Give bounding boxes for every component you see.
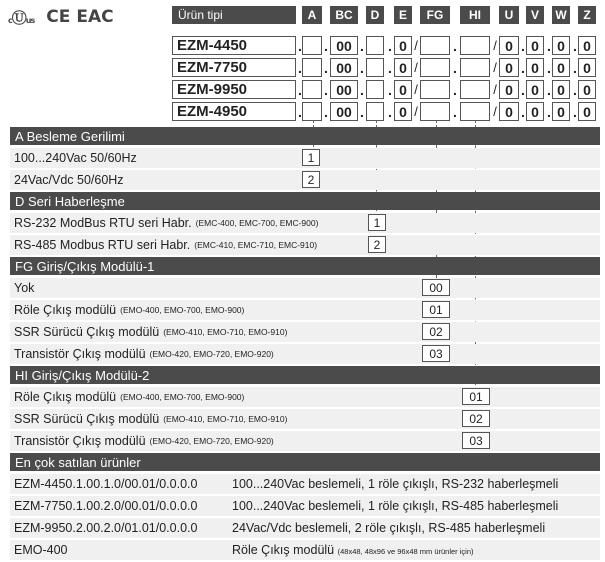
table-row: EZM-7750.1.00.2.0/00.01/0.0.0.0 xyxy=(10,496,600,516)
ce-mark-icon: CE xyxy=(46,7,71,27)
list-item: Röle Çıkış modülü (EMO-400, EMO-700, EMO-900) xyxy=(10,300,600,320)
option-code: 2 xyxy=(302,171,320,188)
cell-u: 0 xyxy=(499,36,519,55)
cell-bc: 00 xyxy=(330,58,358,77)
list-item: SSR Sürücü Çıkış modülü (EMO-410, EMO-710, EMO-910) xyxy=(10,409,600,429)
cell-d xyxy=(366,80,384,99)
separator-dot: . xyxy=(573,38,577,54)
product-type-header: Ürün tipi xyxy=(172,6,296,24)
separator-dot: . xyxy=(360,104,364,120)
list-item: RS-232 ModBus RTU seri Habr. (EMC-400, EMC-700, EMC-900) xyxy=(10,213,600,233)
list-item: Transistör Çıkış modülü (EMO-420, EMO-720, EMO-920) xyxy=(10,431,600,451)
cell-e: 0 xyxy=(394,102,412,121)
separator-dot: . xyxy=(547,38,551,54)
separator-dot: . xyxy=(298,38,302,54)
separator-dot: . xyxy=(388,82,392,98)
list-item: RS-485 Modbus RTU seri Habr. (EMC-410, EMC-710, EMC-910) xyxy=(10,235,600,255)
option-code: 2 xyxy=(368,236,386,253)
list-item: 100...240Vac 50/60Hz xyxy=(10,148,600,168)
cell-z: 0 xyxy=(578,80,596,99)
separator-dot: . xyxy=(324,38,328,54)
separator-dot: . xyxy=(388,38,392,54)
cell-d xyxy=(366,102,384,121)
separator-dot: . xyxy=(453,38,457,54)
separator-dot: . xyxy=(521,38,525,54)
cell-a xyxy=(302,102,322,121)
separator-dot: . xyxy=(388,104,392,120)
col-header-hi: HI xyxy=(460,6,490,24)
list-item: SSR Sürücü Çıkış modülü (EMO-410, EMO-710, EMO-910) xyxy=(10,322,600,342)
col-header-u: U xyxy=(499,6,519,24)
cell-z: 0 xyxy=(578,36,596,55)
col-header-z: Z xyxy=(578,6,596,24)
model-name: EZM-4450 xyxy=(172,36,296,55)
separator-slash: / xyxy=(414,104,418,119)
section-header-hi: HI Giriş/Çıkış Modülü-2 xyxy=(10,366,600,384)
table-row-desc: Röle Çıkış modülü (48x48, 48x96 ve 96x48 mm ürünler için) xyxy=(232,543,474,557)
option-code: 02 xyxy=(462,410,490,427)
option-code: 03 xyxy=(422,345,450,362)
table-row: EZM-4450.1.00.1.0/00.01/0.0.0.0 xyxy=(10,474,600,494)
cell-e: 0 xyxy=(394,80,412,99)
col-header-v: V xyxy=(526,6,544,24)
cell-z: 0 xyxy=(578,58,596,77)
separator-dot: . xyxy=(298,60,302,76)
cell-w: 0 xyxy=(552,80,570,99)
separator-slash: / xyxy=(493,60,497,75)
option-code: 01 xyxy=(462,388,490,405)
section-header-d: D Seri Haberleşme xyxy=(10,192,600,210)
cell-d xyxy=(366,58,384,77)
separator-slash: / xyxy=(414,82,418,97)
cell-v: 0 xyxy=(526,58,544,77)
table-row-desc: 100...240Vac beslemeli, 1 röle çıkışlı, RS-485 haberleşmeli xyxy=(232,499,559,513)
cell-a xyxy=(302,36,322,55)
separator-dot: . xyxy=(453,104,457,120)
separator-dot: . xyxy=(298,82,302,98)
col-header-a: A xyxy=(302,6,322,24)
list-item: Röle Çıkış modülü (EMO-400, EMO-700, EMO-900) xyxy=(10,387,600,407)
cell-bc: 00 xyxy=(330,36,358,55)
cell-w: 0 xyxy=(552,102,570,121)
option-code: 1 xyxy=(302,149,320,166)
separator-dot: . xyxy=(521,82,525,98)
option-code: 1 xyxy=(368,214,386,231)
cell-u: 0 xyxy=(499,80,519,99)
list-item: Yok xyxy=(10,278,600,298)
separator-dot: . xyxy=(360,38,364,54)
cell-bc: 00 xyxy=(330,80,358,99)
option-code: 01 xyxy=(422,301,450,318)
cell-w: 0 xyxy=(552,36,570,55)
separator-slash: / xyxy=(414,60,418,75)
separator-dot: . xyxy=(324,82,328,98)
cell-u: 0 xyxy=(499,58,519,77)
list-item: Transistör Çıkış modülü (EMO-420, EMO-720, EMO-920) xyxy=(10,344,600,364)
cell-fg xyxy=(420,58,450,77)
section-header-fg: FG Giriş/Çıkış Modülü-1 xyxy=(10,257,600,275)
separator-dot: . xyxy=(360,60,364,76)
separator-slash: / xyxy=(414,38,418,53)
cell-hi xyxy=(460,80,490,99)
cell-bc: 00 xyxy=(330,102,358,121)
separator-dot: . xyxy=(547,60,551,76)
col-header-d: D xyxy=(366,6,384,24)
cell-a xyxy=(302,80,322,99)
separator-dot: . xyxy=(324,104,328,120)
separator-dot: . xyxy=(360,82,364,98)
cell-fg xyxy=(420,36,450,55)
col-header-e: E xyxy=(394,6,412,24)
cell-e: 0 xyxy=(394,58,412,77)
separator-dot: . xyxy=(547,104,551,120)
option-code: 00 xyxy=(422,279,450,296)
separator-dot: . xyxy=(521,104,525,120)
separator-dot: . xyxy=(298,104,302,120)
cell-hi xyxy=(460,58,490,77)
separator-slash: / xyxy=(493,38,497,53)
cell-v: 0 xyxy=(526,36,544,55)
section-header-a: A Besleme Gerilimi xyxy=(10,127,600,145)
cell-e: 0 xyxy=(394,36,412,55)
table-row: EZM-9950.2.00.2.0/01.01/0.0.0.0 xyxy=(10,518,600,538)
cell-z: 0 xyxy=(578,102,596,121)
model-name: EZM-7750 xyxy=(172,58,296,77)
separator-dot: . xyxy=(453,82,457,98)
separator-slash: / xyxy=(493,82,497,97)
cell-a xyxy=(302,58,322,77)
cell-d xyxy=(366,36,384,55)
separator-dot: . xyxy=(547,82,551,98)
separator-dot: . xyxy=(388,60,392,76)
separator-dot: . xyxy=(324,60,328,76)
separator-dot: . xyxy=(573,60,577,76)
col-header-bc: BC xyxy=(330,6,358,24)
table-row-desc: 24Vac/Vdc beslemeli, 2 röle çıkışlı, RS-485 haberleşmeli xyxy=(232,521,546,535)
separator-dot: . xyxy=(573,104,577,120)
cell-hi xyxy=(460,102,490,121)
cell-fg xyxy=(420,102,450,121)
cell-fg xyxy=(420,80,450,99)
option-code: 02 xyxy=(422,323,450,340)
col-header-w: W xyxy=(552,6,570,24)
certification-marks xyxy=(8,6,114,28)
separator-dot: . xyxy=(573,82,577,98)
cell-hi xyxy=(460,36,490,55)
separator-dot: . xyxy=(453,60,457,76)
cell-w: 0 xyxy=(552,58,570,77)
col-header-fg: FG xyxy=(420,6,450,24)
list-item: 24Vac/Vdc 50/60Hz xyxy=(10,170,600,190)
option-code: 03 xyxy=(462,432,490,449)
section-header-best-sellers: En çok satılan ürünler xyxy=(10,453,600,471)
ul-mark-icon: cⓊus xyxy=(8,8,35,27)
model-name: EZM-4950 xyxy=(172,102,296,121)
table-row-desc: 100...240Vac beslemeli, 1 röle çıkışlı, RS-232 haberleşmeli xyxy=(232,477,559,491)
cell-u: 0 xyxy=(499,102,519,121)
separator-dot: . xyxy=(521,60,525,76)
separator-slash: / xyxy=(493,104,497,119)
eac-mark-icon: EAC xyxy=(76,7,114,27)
cell-v: 0 xyxy=(526,80,544,99)
cell-v: 0 xyxy=(526,102,544,121)
model-name: EZM-9950 xyxy=(172,80,296,99)
table-row: EMO-400 xyxy=(10,540,600,560)
